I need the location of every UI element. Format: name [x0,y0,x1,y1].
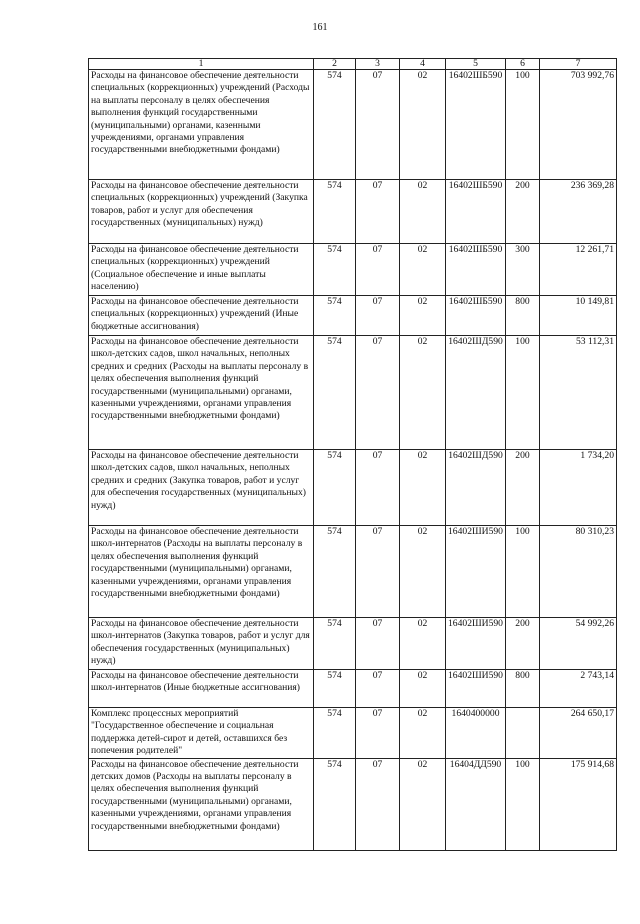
table-row [89,618,617,670]
row-name: Расходы на финансовое обеспечение деятельности школ-интернатов (Иные бюджетные ассигнования) [89,670,314,708]
header-col-5: 5 [446,59,506,70]
row-amount: 175 914,68 [540,758,617,850]
row-ministry-code: 574 [314,618,356,670]
row-subsection-code: 02 [400,758,446,850]
row-section-code: 07 [356,526,400,618]
row-amount: 12 261,71 [540,244,617,296]
row-ministry-code: 574 [314,336,356,450]
header-row [89,59,617,70]
header-col-4: 4 [400,59,446,70]
row-amount: 236 369,28 [540,180,617,244]
row-amount: 703 992,76 [540,70,617,180]
header-col-7: 7 [540,59,617,70]
row-subsection-code: 02 [400,450,446,526]
row-target-code: 16404ДД590 [446,758,506,850]
table-row [89,70,617,180]
row-subsection-code: 02 [400,70,446,180]
row-name: Комплекс процессных мероприятий "Государственное обеспечение и социальная поддержка детей-сирот и детей, оставшихся без попечения родителей" [89,708,314,759]
row-target-code: 1640400000 [446,708,506,759]
row-amount: 2 743,14 [540,670,617,708]
row-expense-type: 100 [506,336,540,450]
row-section-code: 07 [356,70,400,180]
row-expense-type: 100 [506,526,540,618]
table-row [89,708,617,759]
row-name: Расходы на финансовое обеспечение деятельности специальных (коррекционных) учреждений (Социальное обеспечение и иные выплаты населению) [89,244,314,296]
row-section-code: 07 [356,708,400,759]
row-name: Расходы на финансовое обеспечение деятельности школ-детских садов, школ начальных, неполных средних и средних (Закупка товаров, работ и услуг для обеспечения государственных (муниципальных) нужд) [89,450,314,526]
row-name: Расходы на финансовое обеспечение деятельности специальных (коррекционных) учреждений (Иные бюджетные ассигнования) [89,296,314,336]
row-ministry-code: 574 [314,758,356,850]
row-ministry-code: 574 [314,180,356,244]
table-row [89,244,617,296]
table-row [89,336,617,450]
row-section-code: 07 [356,180,400,244]
row-target-code: 16402ШИ590 [446,670,506,708]
table-row [89,758,617,850]
row-amount: 1 734,20 [540,450,617,526]
row-ministry-code: 574 [314,70,356,180]
row-expense-type: 100 [506,70,540,180]
row-target-code: 16402ШИ590 [446,618,506,670]
row-target-code: 16402ШИ590 [446,526,506,618]
row-ministry-code: 574 [314,244,356,296]
row-section-code: 07 [356,758,400,850]
row-target-code: 16402ШБ590 [446,296,506,336]
page-number: 161 [312,22,328,33]
row-section-code: 07 [356,336,400,450]
row-amount: 80 310,23 [540,526,617,618]
row-target-code: 16402ШБ590 [446,244,506,296]
row-section-code: 07 [356,618,400,670]
row-section-code: 07 [356,296,400,336]
row-name: Расходы на финансовое обеспечение деятельности детских домов (Расходы на выплаты персоналу в целях обеспечения выполнения функций государственными (муниципальными) органами, казенными учреждениями, органами управления государственными внебюджетными фондами) [89,758,314,850]
budget-table [88,58,617,851]
row-name: Расходы на финансовое обеспечение деятельности специальных (коррекционных) учреждений (Закупка товаров, работ и услуг для обеспечения государственных (муниципальных) нужд) [89,180,314,244]
table-row [89,670,617,708]
row-subsection-code: 02 [400,244,446,296]
row-expense-type: 300 [506,244,540,296]
table-row [89,450,617,526]
row-amount: 10 149,81 [540,296,617,336]
row-target-code: 16402ШБ590 [446,70,506,180]
row-ministry-code: 574 [314,670,356,708]
table-row [89,526,617,618]
row-name: Расходы на финансовое обеспечение деятельности специальных (коррекционных) учреждений (Расходы на выплаты персоналу в целях обеспечения выполнения функций государственными (муниципальными) органами, казенными учреждениями, органами управления государственными внебюджетными фондами) [89,70,314,180]
row-name: Расходы на финансовое обеспечение деятельности школ-интернатов (Закупка товаров, работ и услуг для обеспечения государственных (муниципальных) нужд) [89,618,314,670]
row-target-code: 16402ШД590 [446,336,506,450]
row-ministry-code: 574 [314,526,356,618]
row-name: Расходы на финансовое обеспечение деятельности школ-интернатов (Расходы на выплаты персоналу в целях обеспечения выполнения функций государственными (муниципальными) органами, казенными учреждениями, органами управления государственными внебюджетными фондами) [89,526,314,618]
row-amount: 54 992,26 [540,618,617,670]
row-subsection-code: 02 [400,336,446,450]
row-expense-type: 200 [506,618,540,670]
row-expense-type [506,708,540,759]
row-subsection-code: 02 [400,618,446,670]
header-col-6: 6 [506,59,540,70]
row-subsection-code: 02 [400,708,446,759]
row-expense-type: 200 [506,180,540,244]
header-col-3: 3 [356,59,400,70]
row-target-code: 16402ШД590 [446,450,506,526]
row-ministry-code: 574 [314,296,356,336]
row-amount: 264 650,17 [540,708,617,759]
row-expense-type: 800 [506,296,540,336]
row-section-code: 07 [356,450,400,526]
row-ministry-code: 574 [314,708,356,759]
row-expense-type: 800 [506,670,540,708]
row-subsection-code: 02 [400,180,446,244]
row-expense-type: 100 [506,758,540,850]
row-section-code: 07 [356,244,400,296]
header-col-1: 1 [89,59,314,70]
row-ministry-code: 574 [314,450,356,526]
row-subsection-code: 02 [400,296,446,336]
table-row [89,180,617,244]
header-col-2: 2 [314,59,356,70]
row-target-code: 16402ШБ590 [446,180,506,244]
row-section-code: 07 [356,670,400,708]
row-expense-type: 200 [506,450,540,526]
row-subsection-code: 02 [400,670,446,708]
row-name: Расходы на финансовое обеспечение деятельности школ-детских садов, школ начальных, неполных средних и средних (Расходы на выплаты персоналу в целях обеспечения выполнения функций государственными (муниципальными) органами, казенными учреждениями, органами управления государственными внебюджетными фондами) [89,336,314,450]
table-row [89,296,617,336]
row-amount: 53 112,31 [540,336,617,450]
row-subsection-code: 02 [400,526,446,618]
